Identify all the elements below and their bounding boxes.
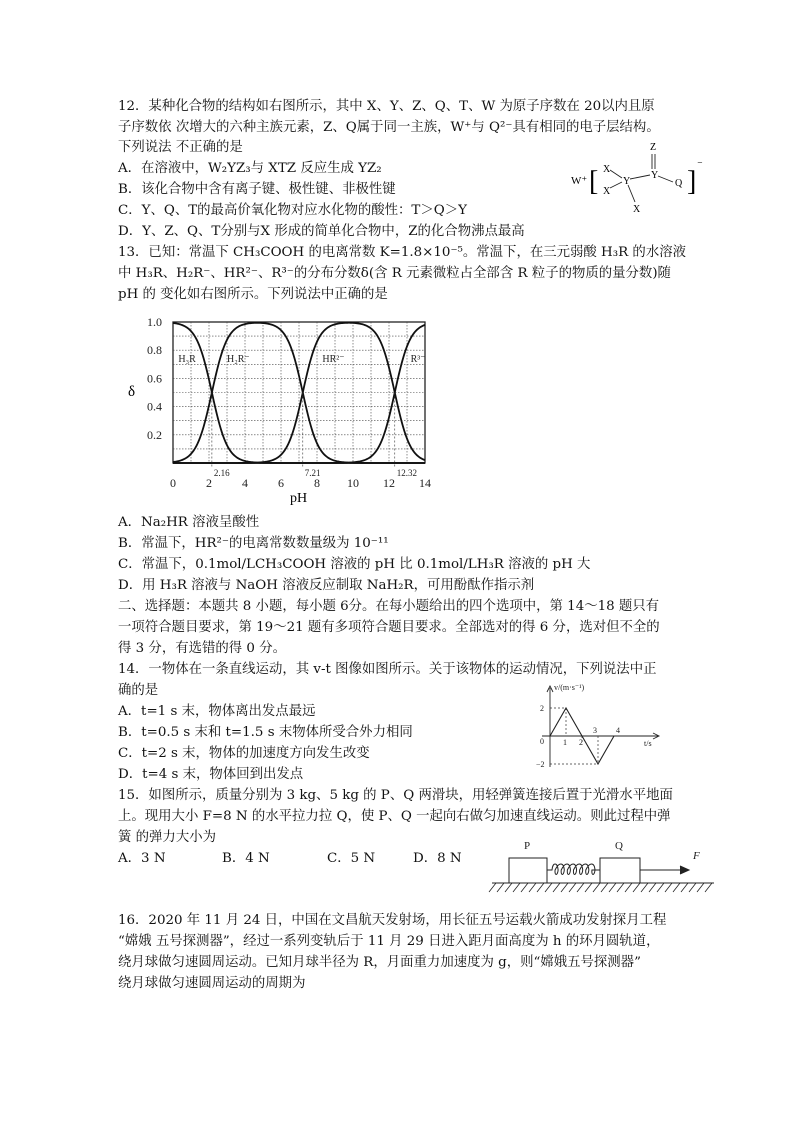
series-label-3: HR²⁻	[322, 354, 345, 366]
ground-hatch	[649, 883, 656, 892]
ground-hatch	[561, 883, 568, 892]
q13-option-d: D．用 H₃R 溶液与 NaOH 溶液反应制取 NaH₂R，可用酚酞作指示剂	[118, 578, 535, 593]
vt-ylabel: v/(m·s⁻¹)	[554, 683, 585, 692]
ground-hatch	[513, 883, 520, 892]
ground-hatch	[601, 883, 608, 892]
vt-xlabel: t/s	[644, 739, 652, 748]
struct-cation: W⁺	[571, 175, 588, 187]
ground-hatch	[569, 883, 576, 892]
q16-stem-line-3: 绕月球做匀速圆周运动。已知月球半径为 R，月面重力加速度为 g，则“嫦娥五号探测器”	[118, 955, 641, 970]
ground-hatch	[593, 883, 600, 892]
x-tick-label: 2	[206, 476, 212, 490]
label-q: Q	[615, 840, 623, 852]
series-label-1: H₃R	[178, 354, 196, 366]
q13-option-b: B．常温下，HR²⁻的电离常数数量级为 10⁻¹¹	[118, 536, 389, 551]
ground-hatch	[529, 883, 536, 892]
struct-bonds	[610, 154, 673, 202]
vt-origin: 0	[540, 737, 544, 746]
struct-bracket-left: [	[589, 166, 599, 197]
struct-x-top: X	[603, 164, 611, 175]
distribution-chart	[118, 308, 448, 508]
ground-hatch	[537, 883, 544, 892]
spring-blocks-figure	[488, 832, 718, 902]
vt-xtick-4: 4	[616, 726, 620, 735]
x-tick-label: 8	[314, 476, 320, 490]
chart-ylabel: δ	[128, 384, 136, 400]
y-tick-label: 1.0	[147, 315, 162, 329]
y-tick-label: 0.8	[147, 343, 162, 358]
q15-option-a: A．3 N	[118, 851, 166, 866]
q12-option-b: B．该化合物中含有离子键、极性键、非极性键	[118, 182, 396, 197]
section2-line-3: 得 3 分，有选错的得 0 分。	[118, 641, 286, 656]
block-p	[509, 858, 547, 883]
q13-option-a: A．Na₂HR 溶液呈酸性	[118, 515, 260, 530]
struct-y-left: Y	[623, 176, 631, 187]
ground-hatch	[625, 883, 632, 892]
ground-hatch	[705, 883, 712, 892]
ground-hatch	[585, 883, 592, 892]
struct-x-bottom: X	[603, 186, 611, 197]
vt-xtick-1: 1	[563, 738, 567, 747]
series-label-4: R³⁻	[410, 354, 426, 366]
struct-z: Z	[650, 142, 657, 153]
q15-option-c: C．5 N	[327, 851, 376, 866]
ground-hatch	[689, 883, 696, 892]
ground-hatch	[681, 883, 688, 892]
x-tick-label: 12	[383, 476, 395, 490]
x-tick-label: 14	[419, 476, 431, 490]
pka-label: 12.32	[396, 468, 418, 478]
q12-structure-figure	[565, 138, 705, 218]
q15-stem-line-1: 15．如图所示，质量分别为 3 kg、5 kg 的 P、Q 两滑块，用轻弹簧连接后置于光滑水平地面	[118, 788, 673, 803]
q14-option-b: B．t=0.5 s 末和 t=1.5 s 末物体所受合外力相同	[118, 725, 413, 740]
q14-option-a: A．t=1 s 末，物体离出发点最远	[118, 704, 316, 719]
struct-q: Q	[675, 178, 683, 189]
x-tick-label: 0	[170, 476, 176, 490]
q13-option-c: C．常温下，0.1mol/LCH₃COOH 溶液的 pH 比 0.1mol/LH₃R 溶液的 pH 大	[118, 557, 591, 572]
force-arrow-head	[680, 866, 689, 874]
ground-hatch	[505, 883, 512, 892]
q12-option-c: C．Y、Q、T的最高价氧化物对应水化物的酸性：T＞Q＞Y	[118, 203, 467, 218]
ground-hatch	[665, 883, 672, 892]
ground-hatch	[609, 883, 616, 892]
q12-stem-line-1: 12．某种化合物的结构如右图所示，其中 X、Y、Z、Q、T、W 为原子序数在 20以内且原	[118, 99, 655, 114]
ground-hatch	[641, 883, 648, 892]
block-q	[600, 858, 640, 883]
q13-stem-line-3: pH 的 变化如右图所示。下列说法中正确的是	[118, 287, 388, 302]
q16-stem-line-1: 16．2020 年 11 月 24 日，中国在文昌航天发射场，用长征五号运载火箭成功发射探月工程	[118, 913, 667, 928]
y-tick-label: 0.6	[147, 371, 162, 386]
q12-option-a: A．在溶液中，W₂YZ₃与 XTZ 反应生成 YZ₂	[118, 161, 382, 176]
ground-hatch	[697, 883, 704, 892]
spring	[547, 864, 600, 875]
ground-hatch	[489, 883, 496, 892]
section2-line-2: 一项符合题目要求，第 19～21 题有多项符合题目要求。全部选对的得 6 分，选对但不全的	[118, 620, 660, 635]
ground-hatch	[521, 883, 528, 892]
ground-hatch	[577, 883, 584, 892]
q16-stem-line-4: 绕月球做匀速圆周运动的周期为	[118, 976, 306, 991]
q16-stem-line-2: “嫦娥 五号探测器”，经过一系列变轨后于 11 月 29 日进入距月面高度为 h 的环月圆轨道，	[118, 934, 660, 949]
label-f: F	[693, 850, 700, 862]
vt-xtick-2: 2	[579, 738, 583, 747]
struct-x-below: X	[633, 204, 641, 215]
q14-option-c: C．t=2 s 末，物体的加速度方向发生改变	[118, 746, 370, 761]
ground-hatch	[553, 883, 560, 892]
q14-option-d: D．t=4 s 末，物体回到出发点	[118, 767, 304, 782]
q12-stem-line-3: 下列说法 不正确的是	[118, 140, 243, 155]
struct-y-right: Y	[651, 170, 659, 181]
q15-stem-line-2: 上。现用大小 F=8 N 的水平拉力拉 Q，使 P、Q 一起向右做匀加速直线运动。则此过程中弹	[118, 809, 671, 824]
ground-hatch	[633, 883, 640, 892]
q14-stem-line-2: 确的是	[118, 683, 159, 698]
q14-stem-line-1: 14．一物体在一条直线运动，其 v-t 图像如图所示。关于该物体的运动情况，下列说法中正	[118, 662, 657, 677]
q12-stem-line-2: 子序数依 次增大的六种主族元素，Z、Q属于同一主族，W⁺与 Q²⁻具有相同的电子层结构。	[118, 120, 660, 135]
x-tick-label: 6	[278, 476, 284, 490]
q13-stem-line-2: 中 H₃R、H₂R⁻、HR²⁻、R³⁻的分布分数δ(含 R 元素微粒占全部含 R 粒子的物质的量分数)随	[118, 266, 671, 281]
pka-label: 2.16	[213, 468, 230, 478]
vt-xtick-3: 3	[593, 726, 597, 735]
q12-option-d: D．Y、Z、Q、T分别与X 形成的简单化合物中，Z的化合物沸点最高	[118, 224, 525, 239]
series-label-2: H₂R⁻	[227, 354, 250, 366]
chart-xlabel: pH	[290, 491, 308, 506]
ground-hatch	[617, 883, 624, 892]
pka-label: 7.21	[304, 468, 321, 478]
y-tick-label: 0.2	[147, 427, 162, 442]
ground-hatch	[497, 883, 504, 892]
label-p: P	[524, 840, 531, 852]
q13-stem-line-1: 13．已知：常温下 CH₃COOH 的电离常数 K=1.8×10⁻⁵。常温下，在三元弱酸 H₃R 的水溶液	[118, 245, 686, 260]
q15-stem-line-3: 簧 的弹力大小为	[118, 830, 216, 845]
ground-hatch	[657, 883, 664, 892]
x-tick-label: 10	[347, 476, 359, 490]
section2-line-1: 二、选择题：本题共 8 小题，每小题 6分。在每小题给出的四个选项中，第 14～18 题只有	[118, 599, 660, 614]
vt-graph	[530, 682, 680, 772]
y-tick-label: 0.4	[147, 399, 162, 414]
vt-ytick-2: 2	[540, 704, 544, 713]
ground-hatch	[673, 883, 680, 892]
vt-ytick-neg2: −2	[536, 760, 545, 769]
ground-hatch	[545, 883, 552, 892]
struct-bracket-right: ]	[687, 166, 697, 197]
x-tick-label: 4	[242, 476, 248, 490]
q15-option-b: B．4 N	[222, 851, 270, 866]
q15-option-d: D．8 N	[413, 851, 462, 866]
struct-charge: ⁻	[697, 159, 703, 171]
